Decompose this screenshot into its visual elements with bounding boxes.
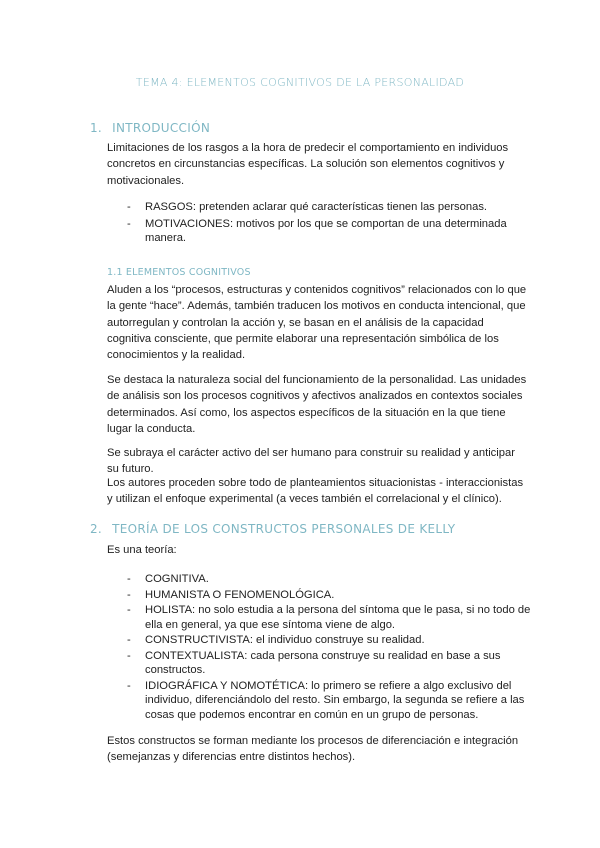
section-2-heading — [90, 522, 455, 536]
section-1-intro: Limitaciones de los rasgos a la hora de predecir el comportamiento en individuos concretos en circunstancias específicas. La solución son elementos cognitivos y motivacionales. — [107, 142, 509, 187]
list-item: - CONSTRUCTIVISTA: el individuo construye su realidad. — [127, 634, 425, 646]
paragraph: Aluden a los “procesos, estructuras y contenidos cognitivos” relacionados con lo que la gente “hace”. Además, también traducen los motivos en conducta intencional, que autorregulan y controlan la acción y, se basan en el análisis de la capacidad cognitiva consciente, que permite elaborar una representación simbólica de los conocimientos y la realidad. — [107, 284, 527, 362]
list-item: - HOLISTA: no solo estudia a la persona del síntoma que le pasa, si no todo de ella en general, ya que ese síntoma viene de algo. — [127, 604, 531, 631]
section-2-title: TEORÍA DE LOS CONSTRUCTOS PERSONALES DE KELLY — [112, 522, 456, 536]
paragraph: Los autores proceden sobre todo de planteamientos situacionistas - interaccionistas y utilizan el enfoque experimental (a veces también el correlacional y el clínico). — [107, 477, 524, 506]
subsection-1-1-heading: 1.1 ELEMENTOS COGNITIVOS — [107, 267, 251, 278]
section-1-title: INTRODUCCIÓN — [112, 121, 211, 135]
section-2-list — [107, 572, 537, 722]
paragraph: Se subraya el carácter activo del ser humano para construir su realidad y anticipar su futuro. — [107, 447, 515, 476]
section-2-closing: Estos constructos se forman mediante los procesos de diferenciación e integración (semejanzas y diferencias entre distintos hechos). — [107, 735, 519, 764]
list-item: - HUMANISTA O FENOMENOLÓGICA. — [127, 588, 335, 601]
section-1-list — [107, 200, 537, 246]
list-item: - RASGOS: pretenden aclarar qué características tienen las personas. — [127, 201, 488, 213]
paragraph: Se destaca la naturaleza social del funcionamiento de la personalidad. Las unidades de análisis son los procesos cognitivos y afectivos analizados en contextos sociales determinados. Así como, los aspectos específicos de la situación en la que tiene lugar la conducta. — [107, 374, 527, 435]
section-2-intro: Es una teoría: — [107, 544, 177, 556]
section-1-number: 1. — [90, 121, 103, 135]
list-item: - MOTIVACIONES: motivos por los que se comportan de una determinada manera. — [127, 217, 507, 244]
section-2-number: 2. — [90, 522, 103, 536]
section-1-heading — [90, 121, 210, 135]
list-item: - IDIOGRÁFICA Y NOMOTÉTICA: lo primero se refiere a algo exclusivo del individuo, diferenciándolo del resto. Sin embargo, la segunda se refiere a las cosas que podemos encontrar en común en un grupo de personas. — [127, 679, 525, 721]
document-title: TEMA 4: ELEMENTOS COGNITIVOS DE LA PERSONALIDAD — [135, 76, 465, 89]
list-item: - COGNITIVA. — [127, 573, 209, 585]
list-item: - CONTEXTUALISTA: cada persona construye su realidad en base a sus constructos. — [127, 649, 501, 676]
